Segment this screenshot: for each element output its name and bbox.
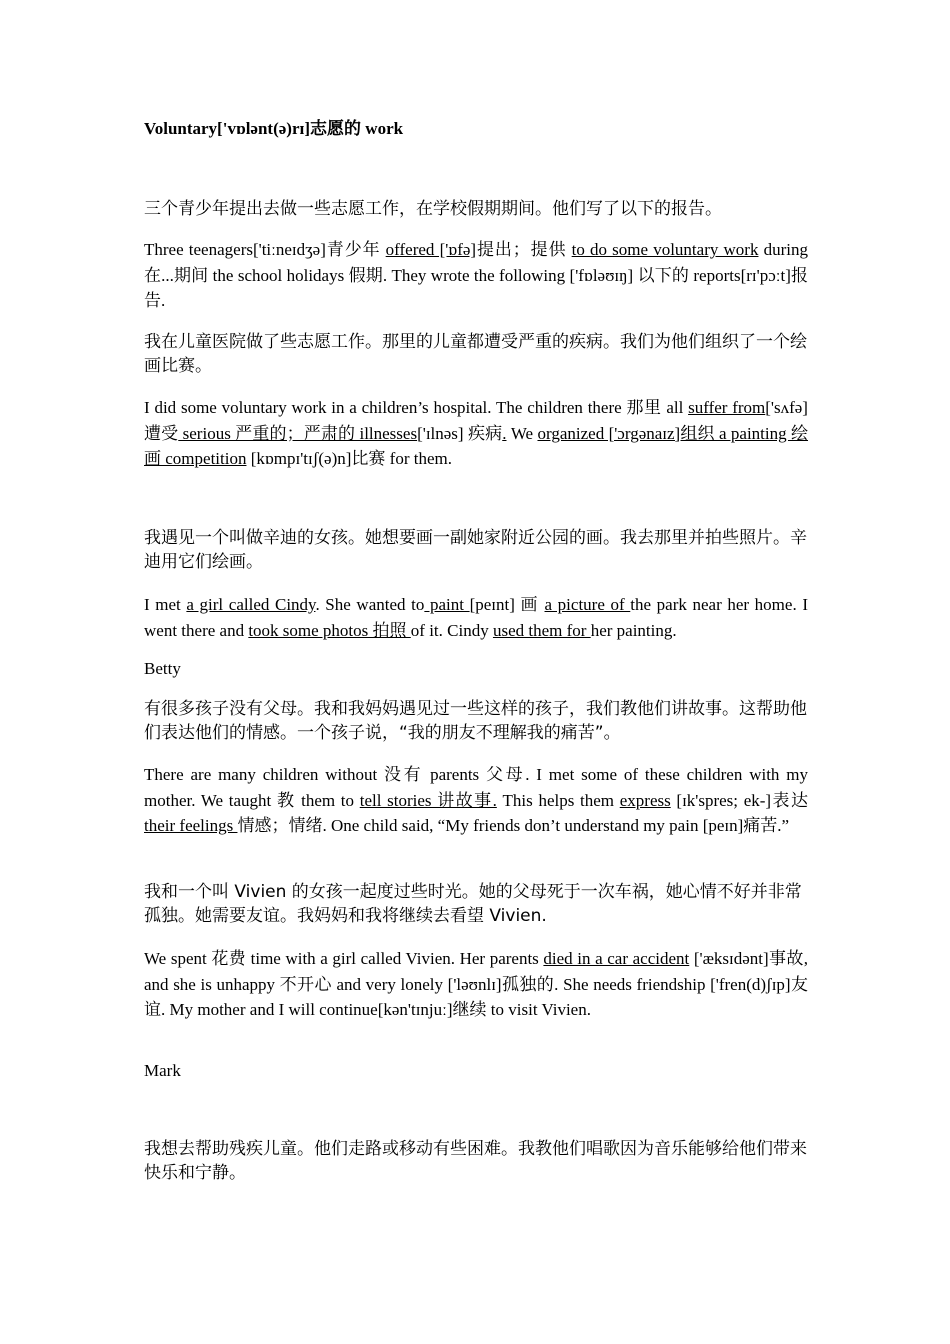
text-run: . She wanted to	[315, 595, 425, 614]
text-run: This helps them	[496, 790, 620, 810]
text-run: I met	[144, 595, 187, 614]
underlined-phrase: paint	[424, 595, 470, 614]
text-run: during 在...期间 the school holidays 假期. They wrote the following ['fɒləʊɪŋ] 以下的 reports[rɪ'pɔːt]报告.	[144, 240, 809, 310]
underlined-phrase: used them for	[492, 620, 591, 640]
paragraph-3-chinese: 我遇见一个叫做辛迪的女孩。她想要画一副她家附近公园的画。我去那里并拍些照片。辛迪用它们绘画。	[144, 528, 807, 572]
paragraph-3-english	[144, 592, 808, 643]
underlined-phrase: to do some voluntary work	[571, 240, 759, 259]
text-run: the park near her home. I went there and	[144, 595, 808, 640]
text-run: ['ɪlnəs] 疾病	[417, 423, 503, 443]
underlined-phrase: offered ['ɒfə]	[385, 240, 477, 259]
underlined-phrase: took some photos 拍照	[248, 620, 411, 640]
paragraph-1-chinese: 三个青少年提出去做一些志愿工作，在学校假期期间。他们写了以下的报告。	[144, 199, 722, 219]
author-name-mark: Mark	[144, 1061, 181, 1080]
text-run: We spent 花费 time with a girl called Vivien. Her parents	[144, 949, 544, 968]
text-run: of it. Cindy	[410, 620, 493, 640]
text-run: ['sʌfə] 遭受	[144, 398, 808, 443]
paragraph-5-chinese: 我和一个叫 Vivien 的女孩一起度过些时光。她的父母死于一次车祸，她心情不好并非常孤独。她需要友谊。我妈妈和我将继续去看望 Vivien.	[144, 882, 802, 926]
underlined-phrase: .	[502, 423, 507, 443]
page-title: Voluntary['vɒlənt(ə)rɪ]志愿的 work	[144, 119, 404, 138]
underlined-phrase: suffer from	[688, 398, 766, 417]
paragraph-2-chinese: 我在儿童医院做了些志愿工作。那里的儿童都遭受严重的疾病。我们为他们组织了一个绘画比赛。	[144, 332, 807, 376]
underlined-phrase: tell stories 讲故事.	[359, 790, 497, 810]
text-run: I did some voluntary work in a children’s hospital. The children there 那里 all	[144, 398, 689, 417]
text-run: [kɒmpɪ'tɪʃ(ə)n]比赛 for them.	[246, 449, 452, 468]
paragraph-1-english	[144, 237, 808, 314]
underlined-phrase: died in a car accident	[543, 949, 690, 968]
paragraph-4-english	[144, 762, 808, 839]
underlined-phrase: a girl called Cindy	[186, 595, 316, 614]
text-run: ['æksɪdənt]事故, and she is unhappy 不开心 and very lonely ['ləʊnlɪ]孤独的. She needs friendship ['fren(d)ʃɪp]友谊. My mother and I will continue[kən'tɪnjuː]继续 to visit Vivien.	[144, 949, 808, 1019]
text-run: [peɪnt] 画	[469, 595, 545, 614]
text-run: her painting.	[590, 620, 677, 640]
author-name-betty: Betty	[144, 659, 181, 678]
text-run: 提出；提供	[476, 240, 572, 259]
text-run: 情感；情绪. One child said, “My friends don’t understand my pain [peɪn]痛苦.”	[237, 816, 790, 835]
underlined-phrase: their feelings	[144, 816, 238, 835]
paragraph-5-english	[144, 946, 808, 1023]
text-run: There are many children without 没有 parents 父母. I met some of these children with my mother. We taught 教 them to	[144, 765, 808, 810]
underlined-phrase: organized ['ɔrgənaɪz]组织 a painting 绘画 competition	[144, 423, 809, 468]
text-run: Three teenagers['tiːneɪdʒə]青少年	[144, 240, 386, 259]
underlined-phrase: a picture of	[544, 595, 631, 614]
paragraph-4-chinese: 有很多孩子没有父母。我和我妈妈遇见过一些这样的孩子，我们教他们讲故事。这帮助他们表达他们的情感。一个孩子说，“我的朋友不理解我的痛苦”。	[144, 699, 807, 743]
paragraph-6-chinese: 我想去帮助残疾儿童。他们走路或移动有些困难。我教他们唱歌因为音乐能够给他们带来快乐和宁静。	[144, 1139, 807, 1183]
paragraph-2-english	[144, 395, 808, 472]
underlined-phrase: serious 严重的；严肃的 illnesses	[178, 423, 418, 443]
underlined-phrase: express	[619, 790, 671, 810]
text-run: [ɪk'spres; ek-]表达	[670, 790, 808, 810]
text-run: We	[506, 423, 538, 443]
